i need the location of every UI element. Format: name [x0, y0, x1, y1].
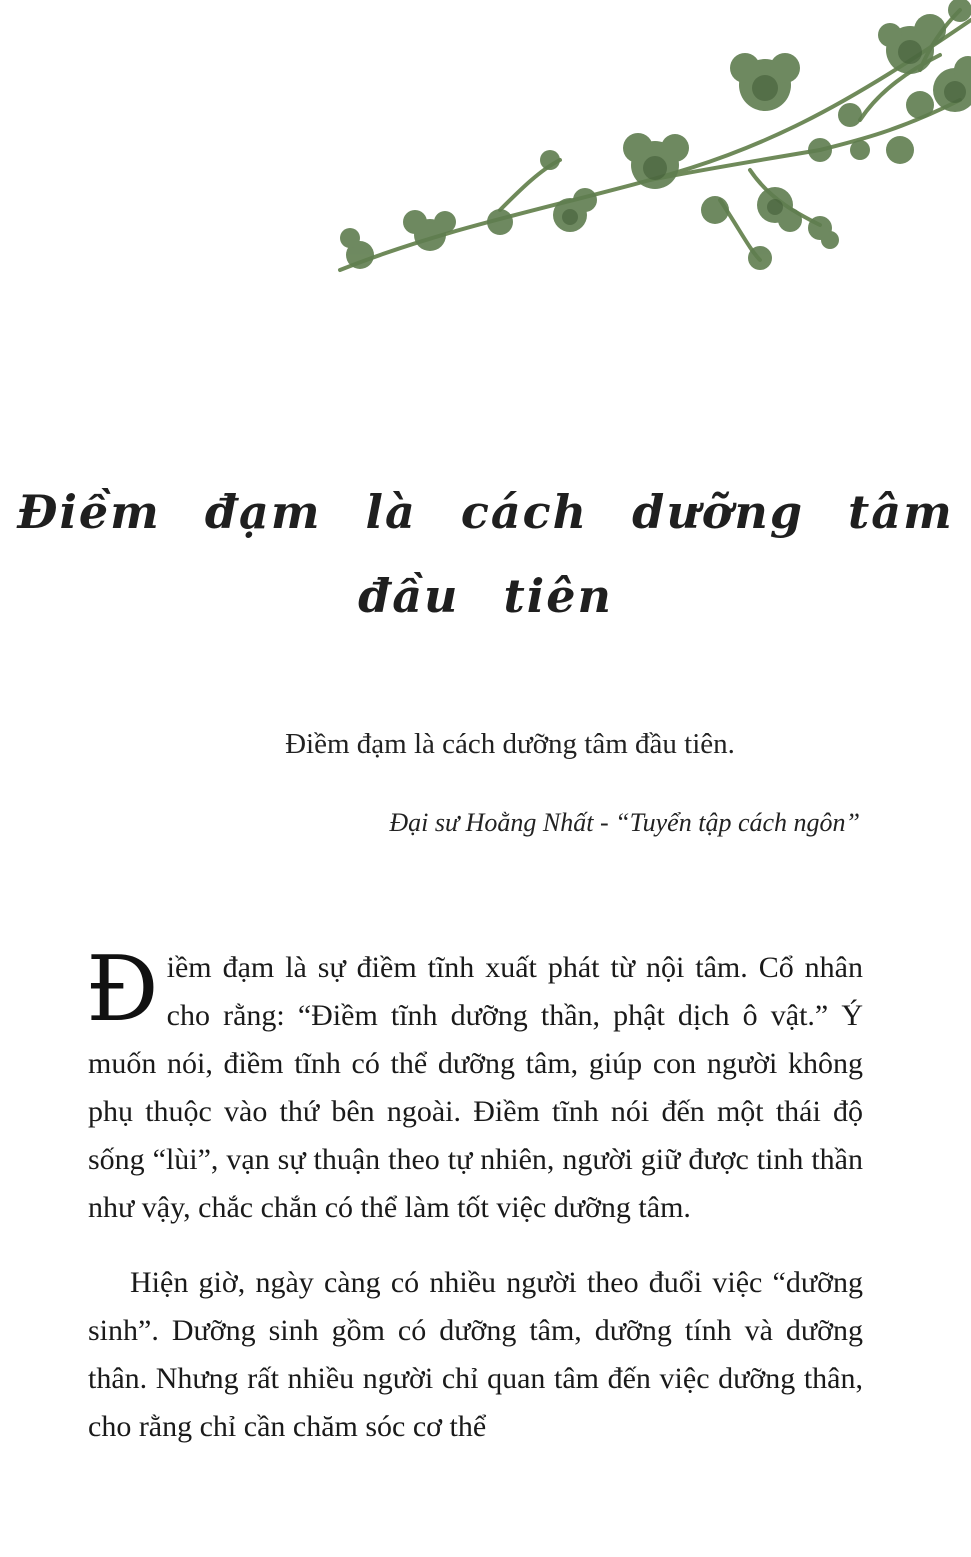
paragraph-2: Hiện giờ, ngày càng có nhiều người theo đuổi việc “dưỡng sinh”. Dưỡng sinh gồm có dưỡng tâm, dưỡng tính và dưỡng thân. Nhưng rất nhiều người chỉ quan tâm đến việc dưỡng thân, cho rằng chỉ cần chăm sóc cơ thể — [88, 1266, 863, 1443]
paragraph-1 — [86, 937, 863, 1232]
epigraph-quote: Điềm đạm là cách dưỡng tâm đầu tiên. — [285, 728, 735, 760]
chapter-title-line-2: đầu tiên — [358, 569, 613, 623]
drop-cap: Đ — [86, 937, 159, 1042]
flower-branch-illustration — [320, 0, 971, 300]
body-text — [86, 937, 863, 1451]
epigraph-attribution: Đại sư Hoằng Nhất - “Tuyển tập cách ngôn” — [389, 808, 860, 837]
chapter-title — [0, 470, 971, 638]
paragraph-1-text: iềm đạm là sự điềm tĩnh xuất phát từ nội tâm. Cổ nhân cho rằng: “Điềm tĩnh dưỡng thần, phật dịch ô vật.” Ý muốn nói, điềm tĩnh có thể dưỡng tâm, giúp con người không phụ thuộc vào thứ bên ngoài. Điềm tĩnh nói đến một thái độ sống “lùi”, vạn sự thuận theo tự nhiên, người giữ được tinh thần như vậy, chắc chắn có thể làm tốt việc dưỡng tâm. — [88, 951, 863, 1224]
chapter-title-line-1: Điềm đạm là cách dưỡng tâm — [17, 485, 954, 539]
